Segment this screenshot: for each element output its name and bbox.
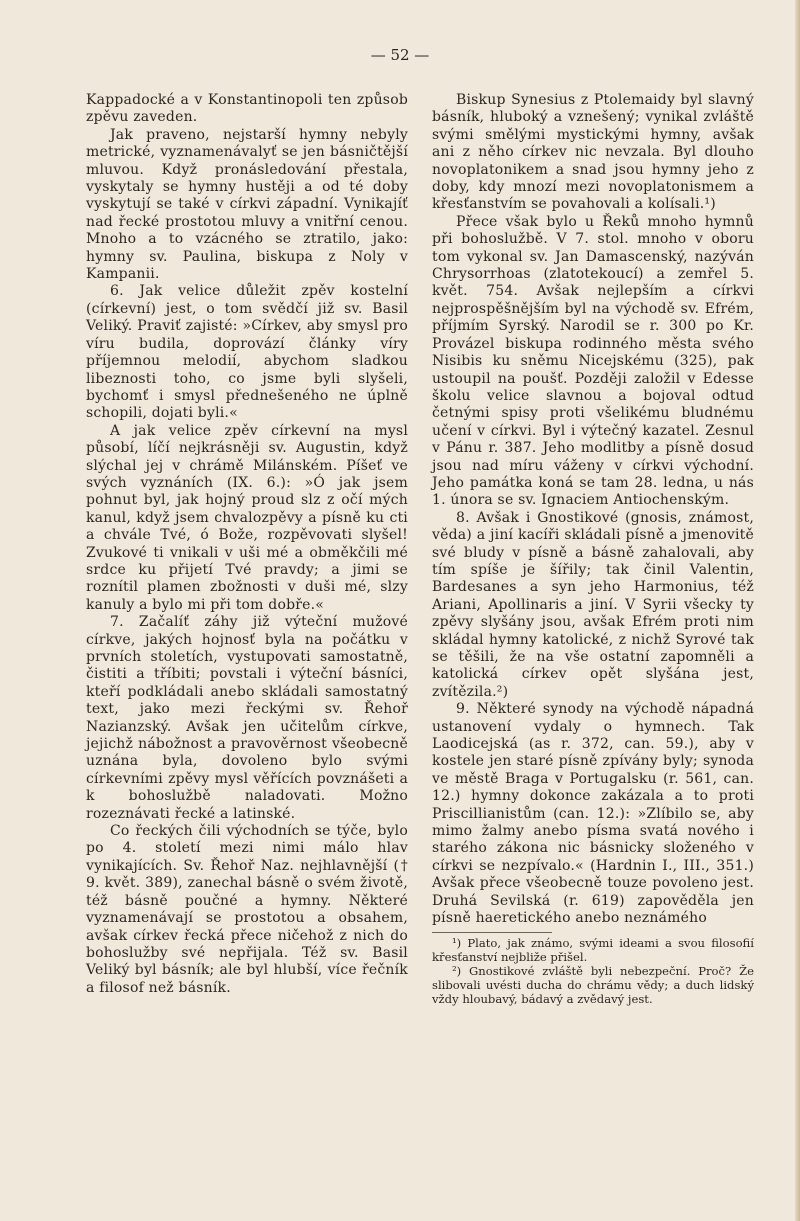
footnote-divider bbox=[432, 932, 552, 933]
paragraph: Biskup Synesius z Ptolemaidy byl slavný básník, hluboký a vznešený; vynikal zvláště svými smělými mystickými hymny, avšak ani z něho církev nic nevzala. Byl dlouho novoplatonikem a snad jsou hymny jeho z doby, kdy mnozí mezi novoplatonismem a křesťanstvím se povahovali a kolísali.¹) bbox=[432, 92, 754, 213]
paragraph: 9. Některé synody na východě nápadná ustanovení vydaly o hymnech. Tak Laodicejská (as r. 372, can. 59.), aby v kostele jen staré písně zpívány byly; synoda ve městě Braga v Portugalsku (r. 561, can. 12.) hymny dokonce zakázala a to proti Priscillianistům (can. 12.): »Zlíbilo se, aby mimo žalmy anebo písma svatá nového i starého zákona nic básnicky složeného v církvi se nezpívalo.« (Hardnin I., III., 351.) Avšak přece všeobecně touze povoleno jest. Druhá Sevilská (r. 619) zapověděla jen písně haeretického anebo neznámého bbox=[432, 701, 754, 927]
paragraph: 7. Začalíť záhy již výteční mužové církve, jakých hojnosť byla na počátku v prvních stoletích, vystupovati samostatně, čistiti a tříbiti; povstali i výteční básníci, kteří podkládali anebo skládali samostatný text, jako mezi řeckými sv. Řehoř Nazianzský. Avšak jen učitelům církve, jejichž nábožnost a pravověrnost všeobecně uznána byla, dovoleno bylo svými církevními zpěvy mysl věřících povznášeti a k bohoslužbě naladovati. Možno rozeznávati řecké a latinské. bbox=[86, 614, 408, 822]
footnote-2: ²) Gnostikové zvláště byli nebezpeční. Proč? Že slibovali uvésti ducha do chrámu vědy; a duch lidský vždy hloubavý, bádavý a zvědavý jest. bbox=[432, 963, 754, 1007]
paragraph: A jak velice zpěv církevní na mysl působí, líčí nejkrásněji sv. Augustin, když slýchal jej v chrámě Milánském. Píšeť ve svých vyznáních (IX. 6.): »Ó jak jsem pohnut byl, jak hojný proud slz z očí mých kanul, když jsem chvalozpěvy a písně ku cti a chvále Tvé, ó Bože, rozpěvovati slyšel! Zvukové ti vnikali v uši mé a obměkčili mé srdce ku přijetí Tvé pravdy; a jimi se roznítil plamen zbožnosti v duši mé, slzy kanuly a bylo mi při tom dobře.« bbox=[86, 422, 408, 613]
paragraph: 8. Avšak i Gnostikové (gnosis, známost, věda) a jiní kacíři skládali písně a jmenovitě své bludy v písně a básně zahalovali, aby tím spíše je šířily; tak činil Valentin, Bardesanes a syn jeho Harmonius, též Ariani, Apollinaris a jiní. V Syrii všecky ty zpěvy slyšány jsou, avšak Efrém proti nim skládal hymny katolické, z nichž Syrové tak se těšili, že na vše ostatní zapomněli a katolická církev opět slyšána jest, zvítězila.²) bbox=[432, 509, 754, 700]
paragraph: Kappadocké a v Konstantinopoli ten způsob zpěvu zaveden. bbox=[86, 92, 408, 126]
paragraph: 6. Jak velice důležit zpěv kostelní (církevní) jest, o tom svědčí již sv. Basil Veliký. Praviť zajisté: »Církev, aby smysl pro víru budila, doprovází články víry příjemnou melodií, abychom sladkou libeznosti toho, co jsme byli slyšeli, bychomť i smysl přednešeného ne úplně schopili, dojati byli.« bbox=[86, 283, 408, 422]
footnote-1: ¹) Plato, jak známo, svými ideami a svou filosofií křesťanství nejbliže přišel. bbox=[432, 935, 754, 964]
right-column bbox=[432, 92, 754, 1007]
page-number: — 52 — bbox=[370, 46, 430, 64]
right-column-text bbox=[432, 92, 754, 928]
paragraph: Jak praveno, nejstarší hymny nebyly metrické, vyznamenávalyť se jen básničtější mluvou. Když pronásledování přestala, vyskytaly se hymny hustěji a od té doby vyskytují se také v církvi západní. Vynikajíť nad řecké prostotou mluvy a vnitřní cenou. Mnoho a to vzácného se ztratilo, jako: hymny sv. Paulina, biskupa z Noly v Kampanii. bbox=[86, 126, 408, 283]
paragraph: Přece však bylo u Řeků mnoho hymnů při bohoslužbě. V 7. stol. mnoho v oboru tom vykonal sv. Jan Damascenský, nazýván Chrysorrhoas (zlatotekoucí) a zemřel 5. květ. 754. Avšak nejlepším a církvi nejprospěšnějším byl na východě sv. Efrém, příjmím Syrský. Narodil se r. 300 po Kr. Provázel biskupa rodinného města svého Nisibis ku sněmu Nicejskému (325), pak ustoupil na poušť. Později založil v Edesse školu velice slavnou a bojoval odtud četnými spisy proti všelikému bludnému učení v církvi. Byl i výtečný kazatel. Zesnul v Pánu r. 387. Jeho modlitby a písně dosud jsou nad míru váženy v církvi východní. Jeho památka koná se tam 28. ledna, u nás 1. února se sv. Ignaciem Antiochenským. bbox=[432, 213, 754, 509]
page-edge bbox=[795, 0, 800, 1221]
left-column-text bbox=[86, 92, 408, 997]
paragraph: Co řeckých čili východních se týče, bylo po 4. století mezi nimi málo hlav vynikajících. Sv. Řehoř Naz. nejhlavnější († 9. květ. 389), zanechal básně o svém životě, též básně poučné a hymny. Některé vyznamenávají se prostotou a obsahem, avšak církev řecká přece ničehož z nich do bohoslužby své nepřijala. Též sv. Basil Veliký byl básník; ale byl hlubší, více řečník a filosof než básník. bbox=[86, 823, 408, 996]
left-column bbox=[86, 92, 408, 997]
